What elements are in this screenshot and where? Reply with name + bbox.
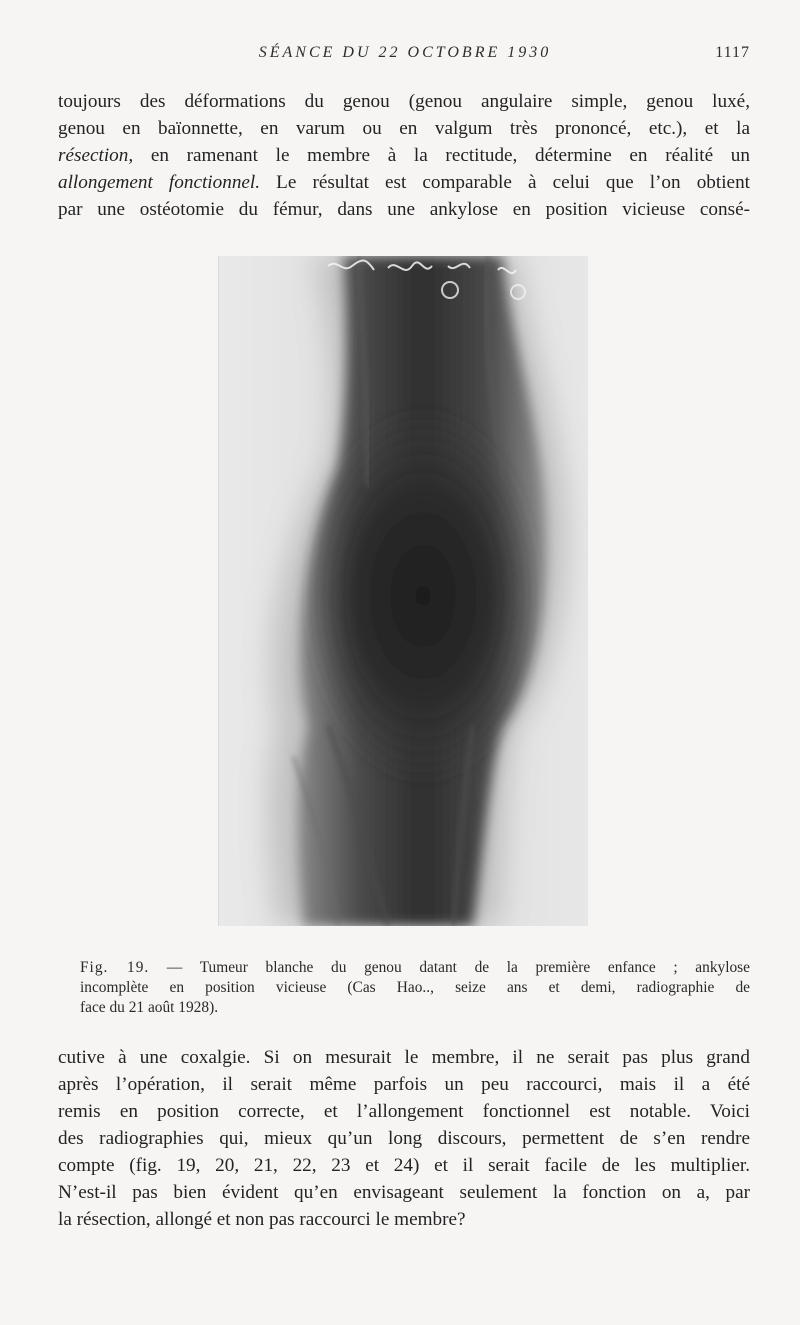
text-line: compte (fig. 19, 20, 21, 22, 23 et 24) et il serait facile de les multiplier. bbox=[58, 1155, 750, 1176]
text-fragment: Le résultat est comparable à celui que l’on obtient bbox=[260, 172, 750, 193]
italic-term: résection, bbox=[58, 145, 134, 166]
text-line: la résection, allongé et non pas raccourci le membre? bbox=[58, 1209, 466, 1230]
text-line: cutive à une coxalgie. Si on mesurait le membre, il ne serait pas plus grand bbox=[58, 1047, 750, 1068]
paragraph-bottom bbox=[58, 1044, 750, 1233]
radiograph-figure bbox=[218, 256, 588, 926]
text-line bbox=[58, 169, 750, 196]
caption-line: face du 21 août 1928). bbox=[80, 999, 219, 1016]
text-line: des radiographies qui, mieux qu’un long discours, permettent de s’en rendre bbox=[58, 1128, 750, 1149]
text-line: toujours des déformations du genou (genou angulaire simple, genou luxé, bbox=[58, 91, 750, 112]
text-line: N’est-il pas bien évident qu’en envisageant seulement la fonction on a, par bbox=[58, 1182, 750, 1203]
italic-term: allongement fonctionnel. bbox=[58, 172, 261, 193]
text-line: par une ostéotomie du fémur, dans une ankylose en position vicieuse consé- bbox=[58, 199, 750, 220]
text-line: genou en baïonnette, en varum ou en valgum très prononcé, etc.), et la bbox=[58, 118, 750, 139]
caption-line bbox=[60, 958, 750, 978]
figure-caption bbox=[60, 958, 750, 1018]
text-line: remis en position correcte, et l’allongement fonctionnel est notable. Voici bbox=[58, 1101, 750, 1122]
page-number: 1117 bbox=[715, 44, 750, 61]
figure-label: Fig. 19. bbox=[80, 959, 150, 976]
text-line bbox=[58, 142, 750, 169]
paragraph-top bbox=[58, 88, 750, 223]
caption-line: incomplète en position vicieuse (Cas Hao.., seize ans et demi, radiographie de bbox=[80, 979, 750, 996]
text-fragment: en ramenant le membre à la rectitude, détermine en réalité un bbox=[133, 145, 750, 166]
caption-text: — Tumeur blanche du genou datant de la première enfance ; ankylose bbox=[149, 959, 751, 976]
running-head bbox=[60, 44, 750, 68]
radiograph-image bbox=[218, 256, 588, 926]
running-title: SÉANCE DU 22 OCTOBRE 1930 bbox=[258, 44, 552, 61]
text-line: après l’opération, il serait même parfois un peu raccourci, mais il a été bbox=[58, 1074, 750, 1095]
